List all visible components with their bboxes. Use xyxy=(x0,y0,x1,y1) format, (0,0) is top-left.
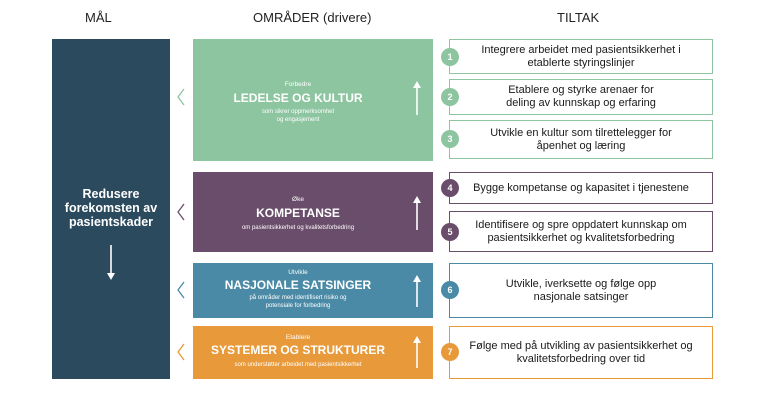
arrow-up-icon xyxy=(413,336,421,368)
arrow-up-icon xyxy=(413,196,421,230)
action-7: Følge med på utvikling av pasientsikkerhet og kvalitetsforbedring over tid xyxy=(449,326,713,379)
header-actions: TILTAK xyxy=(557,10,600,25)
area-subtitle: om pasientsikkerhet og kvalitetsforbedring xyxy=(241,225,355,231)
chevron-left-icon xyxy=(176,203,186,221)
area-systemer-og-strukturer: Etablere SYSTEMER OG STRUKTURER som understøtter arbeidet med pasientsikkerhet xyxy=(193,326,433,379)
action-1: Integrere arbeidet med pasientsikkerhet i etablerte styringslinjer xyxy=(449,39,713,74)
chevron-left-icon xyxy=(176,281,186,299)
header-goal: MÅL xyxy=(85,10,112,25)
goal-box xyxy=(52,39,170,379)
arrow-down-icon xyxy=(107,245,115,281)
action-number-badge: 4 xyxy=(441,179,459,197)
area-subtitle: som sikrer oppmerksomhet og engasjement xyxy=(261,109,335,123)
area-subtitle: på områder med identifisert risiko og potensiale for forbedring xyxy=(249,295,347,309)
action-number-badge: 1 xyxy=(441,48,459,66)
action-4: Bygge kompetanse og kapasitet i tjenestene xyxy=(449,172,713,204)
action-5: Identifisere og spre oppdatert kunnskap om pasientsikkerhet og kvalitetsforbedring xyxy=(449,211,713,252)
area-subtitle: som understøtter arbeidet med pasientsikkerhet xyxy=(234,362,362,368)
area-ledelse-og-kultur: Forbedre LEDELSE OG KULTUR som sikrer oppmerksomhet og engasjement xyxy=(193,39,433,161)
action-number-badge: 3 xyxy=(441,130,459,148)
arrow-up-icon xyxy=(413,275,421,307)
chevron-left-icon xyxy=(176,88,186,106)
action-number-badge: 6 xyxy=(441,281,459,299)
area-nasjonale-satsinger: Utvikle NASJONALE SATSINGER på områder med identifisert risiko og potensiale for forbedring xyxy=(193,263,433,318)
area-kompetanse: Øke KOMPETANSE om pasientsikkerhet og kvalitetsforbedring xyxy=(193,172,433,252)
header-areas: OMRÅDER (drivere) xyxy=(253,10,372,25)
action-6: Utvikle, iverksette og følge opp nasjonale satsinger xyxy=(449,263,713,318)
action-number-badge: 2 xyxy=(441,88,459,106)
action-number-badge: 5 xyxy=(441,223,459,241)
arrow-up-icon xyxy=(413,81,421,115)
chevron-left-icon xyxy=(176,343,186,361)
action-3: Utvikle en kultur som tilrettelegger for åpenhet og læring xyxy=(449,120,713,159)
action-2: Etablere og styrke arenaer for deling av kunnskap og erfaring xyxy=(449,79,713,115)
goal-text: Redusere forekomsten av pasientskader xyxy=(64,187,158,229)
action-number-badge: 7 xyxy=(441,343,459,361)
